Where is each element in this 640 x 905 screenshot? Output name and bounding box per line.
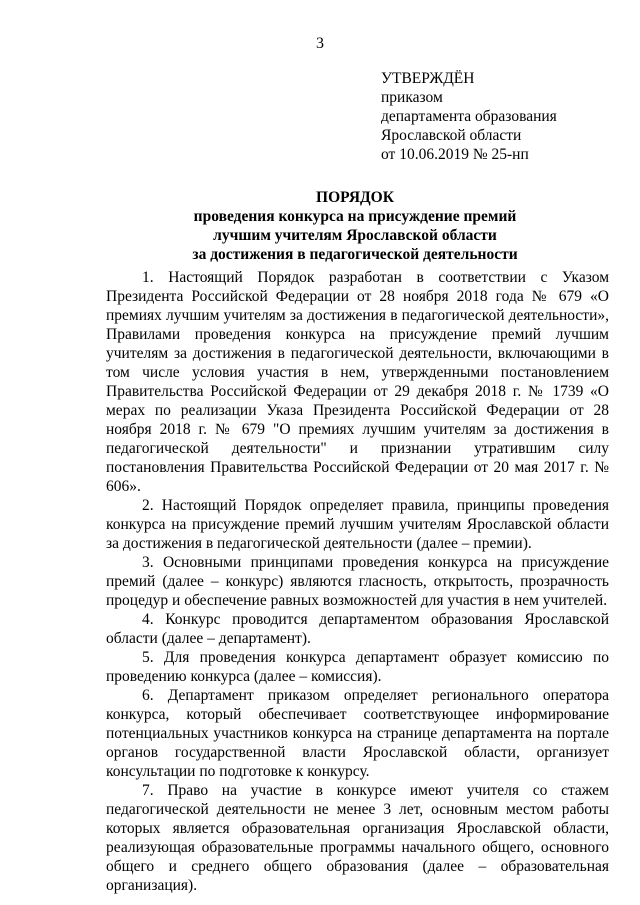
paragraph-1: 1. Настоящий Порядок разработан в соответствии с Указом Президента Российской Федерации от 28 ноября 2018 года № 679 «О премиях лучшим учителям за достижения в педагогической деятельности», Правилами проведения конкурса на присуждение премий лучшим учителям за достижения в педагогической деятельности, включающими в том числе условия участия в нем, утвержденными постановлением Правительства Российской Федерации от 29 декабря 2018 г. № 1739 «О мерах по реализации Указа Президента Российской Федерации от 28 ноября 2018 г. № 679 "О премиях лучшим учителям за достижения в педагогической деятельности" и признании утратившим силу постановления Правительства Российской Федерации от 20 мая 2017 г. № 606». (106, 269, 609, 495)
paragraph-5: 5. Для проведения конкурса департамент образует комиссию по проведению конкурса (далее – комиссия). (106, 649, 609, 685)
approval-line-department: департамента образования (381, 108, 557, 125)
paragraph-4: 4. Конкурс проводится департаментом образования Ярославской области (далее – департамент). (106, 611, 609, 647)
title-heading: ПОРЯДОК (316, 189, 394, 206)
title-line-2: лучшим учителям Ярославской области (213, 227, 497, 244)
page-number: 3 (316, 35, 324, 52)
paragraph-6: 6. Департамент приказом определяет регионального оператора конкурса, который обеспечивает соответствующее информирование потенциальных участников конкурса на странице департамента на портале органов государственной власти Ярославской области, организует консультации по подготовке к конкурсу. (106, 687, 609, 780)
approval-stamp (381, 69, 621, 164)
approval-line-region: Ярославской области (381, 127, 522, 144)
approval-line-order: приказом (381, 89, 443, 106)
document-body (106, 268, 609, 895)
approval-line-date: от 10.06.2019 № 25-нп (381, 146, 529, 163)
title-line-3: за достижения в педагогической деятельности (192, 246, 518, 263)
approval-line-approved: УТВЕРЖДЁН (381, 70, 475, 87)
document-title (90, 188, 620, 264)
title-line-1: проведения конкурса на присуждение премий (193, 208, 517, 225)
paragraph-2: 2. Настоящий Порядок определяет правила, принципы проведения конкурса на присуждение премий лучшим учителям Ярославской области за достижения в педагогической деятельности (далее – премии). (106, 497, 609, 552)
paragraph-3: 3. Основными принципами проведения конкурса на присуждение премий (далее – конкурс) являются гласность, открытость, прозрачность процедур и обеспечение равных возможностей для участия в нем учителей. (106, 554, 609, 609)
paragraph-7: 7. Право на участие в конкурсе имеют учителя со стажем педагогической деятельности не менее 3 лет, основным местом работы которых является образовательная организация Ярославской области, реализующая образовательные программы начального общего, основного общего и среднего общего образования (далее – образовательная организация). (106, 782, 609, 894)
